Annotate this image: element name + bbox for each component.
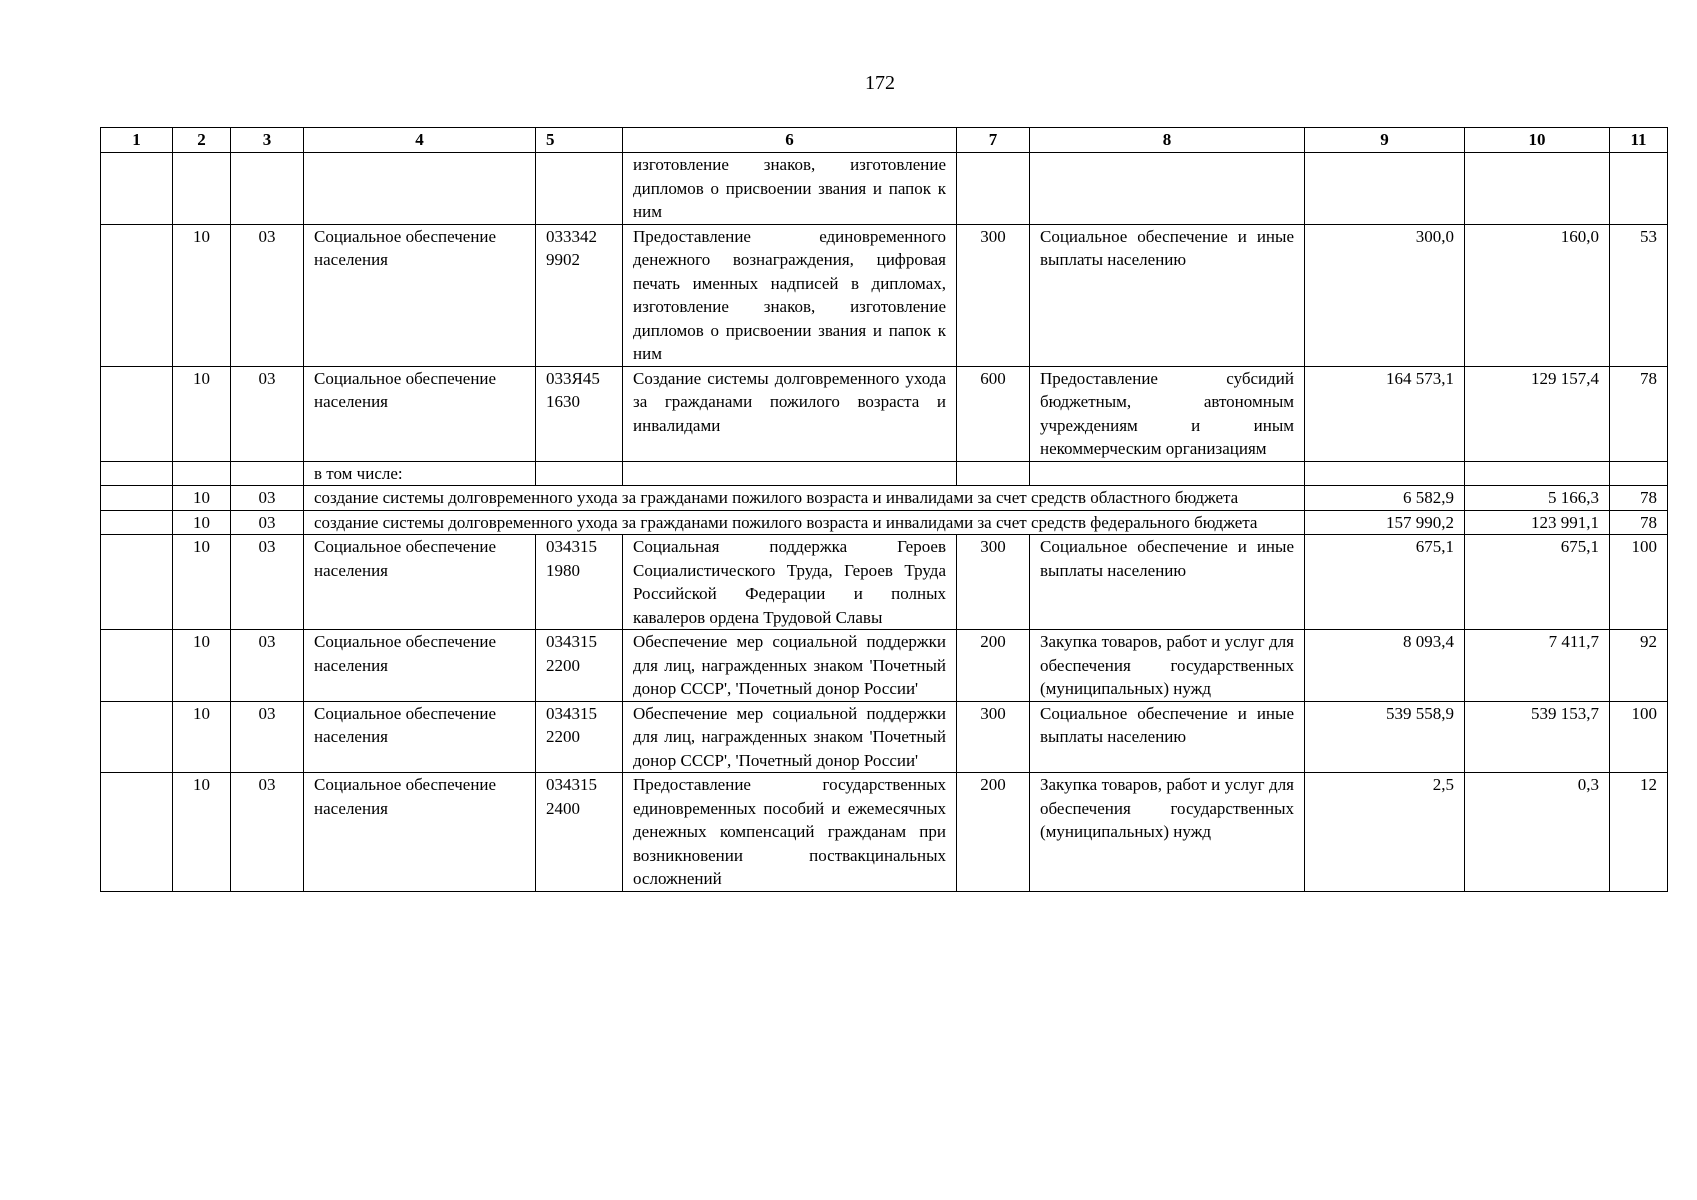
header-row [101,128,1668,153]
cell-actual: 675,1 [1465,535,1610,630]
cell-subsection: 03 [231,701,304,773]
cell-percent: 78 [1610,366,1668,461]
cell-subsection [231,153,304,225]
header-cell: 10 [1465,128,1610,153]
cell-section: 10 [173,486,231,511]
cell-expense-name: Предоставление субсидий бюджетным, автономным учреждениям и иным некоммерческим организациям [1030,366,1305,461]
cell-target-name: Социальная поддержка Героев Социалистического Труда, Героев Труда Российской Федерации и полных кавалеров ордена Трудовой Славы [623,535,957,630]
cell-target-code: 034315 2400 [536,773,623,892]
cell-expense-code: 300 [957,224,1030,366]
cell-percent: 100 [1610,535,1668,630]
table-row [101,630,1668,702]
cell-plan: 675,1 [1305,535,1465,630]
cell-expense-code [957,461,1030,486]
cell-target-code: 033Я45 1630 [536,366,623,461]
cell-expense-name: Социальное обеспечение и иные выплаты населению [1030,224,1305,366]
cell-subsection: 03 [231,224,304,366]
cell-actual: 7 411,7 [1465,630,1610,702]
table-row [101,224,1668,366]
cell-percent [1610,153,1668,225]
header-cell: 9 [1305,128,1465,153]
cell-plan: 300,0 [1305,224,1465,366]
cell-section-name: Социальное обеспечение населения [304,224,536,366]
cell-percent [1610,461,1668,486]
header-cell: 11 [1610,128,1668,153]
cell-percent: 12 [1610,773,1668,892]
cell-section-name: Социальное обеспечение населения [304,630,536,702]
cell-section-name: Социальное обеспечение населения [304,773,536,892]
cell-target-name: Предоставление единовременного денежного вознаграждения, цифровая печать именных надписей в дипломах, изготовление знаков, изготовление дипломов о присвоении звания и папок к ним [623,224,957,366]
cell-col1 [101,701,173,773]
cell-col1 [101,486,173,511]
cell-subsection: 03 [231,510,304,535]
cell-plan: 164 573,1 [1305,366,1465,461]
cell-col1 [101,510,173,535]
cell-target-code: 034315 2200 [536,701,623,773]
cell-percent: 78 [1610,510,1668,535]
cell-col1 [101,773,173,892]
cell-col1 [101,535,173,630]
header-cell: 2 [173,128,231,153]
table-row [101,486,1668,511]
cell-subsection: 03 [231,535,304,630]
cell-section [173,153,231,225]
header-cell: 1 [101,128,173,153]
cell-plan: 2,5 [1305,773,1465,892]
cell-target-code: 034315 1980 [536,535,623,630]
cell-target-name: Обеспечение мер социальной поддержки для лиц, награжденных знаком 'Почетный донор СССР', 'Почетный донор России' [623,701,957,773]
cell-expense-name [1030,461,1305,486]
cell-section-name: Социальное обеспечение населения [304,701,536,773]
table-row [101,535,1668,630]
cell-target-code [536,461,623,486]
cell-plan: 6 582,9 [1305,486,1465,511]
cell-plan: 8 093,4 [1305,630,1465,702]
cell-section: 10 [173,701,231,773]
cell-actual [1465,153,1610,225]
cell-section: 10 [173,535,231,630]
cell-col1 [101,630,173,702]
cell-actual [1465,461,1610,486]
cell-actual: 5 166,3 [1465,486,1610,511]
header-cell: 5 [536,128,623,153]
cell-spanning-description: создание системы долговременного ухода за гражданами пожилого возраста и инвалидами за счет средств областного бюджета [304,486,1305,511]
header-cell: 8 [1030,128,1305,153]
cell-target-code [536,153,623,225]
cell-expense-name: Социальное обеспечение и иные выплаты населению [1030,701,1305,773]
cell-col1 [101,461,173,486]
cell-target-name [623,461,957,486]
cell-col1 [101,366,173,461]
cell-section [173,461,231,486]
header-cell: 6 [623,128,957,153]
cell-expense-code: 300 [957,701,1030,773]
cell-expense-code [957,153,1030,225]
table-row [101,773,1668,892]
cell-actual: 0,3 [1465,773,1610,892]
cell-expense-name [1030,153,1305,225]
cell-percent: 53 [1610,224,1668,366]
cell-plan [1305,153,1465,225]
cell-target-name: изготовление знаков, изготовление дипломов о присвоении звания и папок к ним [623,153,957,225]
cell-percent: 78 [1610,486,1668,511]
header-cell: 7 [957,128,1030,153]
cell-spanning-description: создание системы долговременного ухода за гражданами пожилого возраста и инвалидами за счет средств федерального бюджета [304,510,1305,535]
cell-subsection: 03 [231,630,304,702]
cell-actual: 539 153,7 [1465,701,1610,773]
table-row [101,153,1668,225]
table-row [101,461,1668,486]
page-number: 172 [865,72,895,94]
budget-table [100,127,1668,892]
cell-expense-code: 300 [957,535,1030,630]
cell-percent: 92 [1610,630,1668,702]
cell-col1 [101,153,173,225]
cell-expense-code: 200 [957,630,1030,702]
cell-section: 10 [173,630,231,702]
cell-actual: 129 157,4 [1465,366,1610,461]
cell-plan [1305,461,1465,486]
cell-expense-code: 200 [957,773,1030,892]
cell-section-name [304,153,536,225]
cell-section-name: Социальное обеспечение населения [304,366,536,461]
cell-plan: 157 990,2 [1305,510,1465,535]
cell-actual: 160,0 [1465,224,1610,366]
cell-expense-name: Закупка товаров, работ и услуг для обеспечения государственных (муниципальных) нужд [1030,630,1305,702]
header-cell: 3 [231,128,304,153]
cell-percent: 100 [1610,701,1668,773]
cell-subsection: 03 [231,486,304,511]
cell-section: 10 [173,366,231,461]
cell-section-name: Социальное обеспечение населения [304,535,536,630]
table-row [101,510,1668,535]
table-row [101,366,1668,461]
table-row [101,701,1668,773]
cell-subsection [231,461,304,486]
cell-subsection: 03 [231,366,304,461]
header-cell: 4 [304,128,536,153]
cell-actual: 123 991,1 [1465,510,1610,535]
cell-target-name: Обеспечение мер социальной поддержки для лиц, награжденных знаком 'Почетный донор СССР', 'Почетный донор России' [623,630,957,702]
cell-section: 10 [173,773,231,892]
cell-target-code: 033342 9902 [536,224,623,366]
cell-expense-name: Закупка товаров, работ и услуг для обеспечения государственных (муниципальных) нужд [1030,773,1305,892]
cell-target-code: 034315 2200 [536,630,623,702]
cell-plan: 539 558,9 [1305,701,1465,773]
cell-subsection: 03 [231,773,304,892]
cell-section: 10 [173,224,231,366]
cell-target-name: Создание системы долговременного ухода за гражданами пожилого возраста и инвалидами [623,366,957,461]
cell-col1 [101,224,173,366]
cell-section: 10 [173,510,231,535]
cell-expense-name: Социальное обеспечение и иные выплаты населению [1030,535,1305,630]
cell-including-label: в том числе: [304,461,536,486]
cell-target-name: Предоставление государственных единовременных пособий и ежемесячных денежных компенсаций гражданам при возникновении поствакцинальных осложнений [623,773,957,892]
cell-expense-code: 600 [957,366,1030,461]
